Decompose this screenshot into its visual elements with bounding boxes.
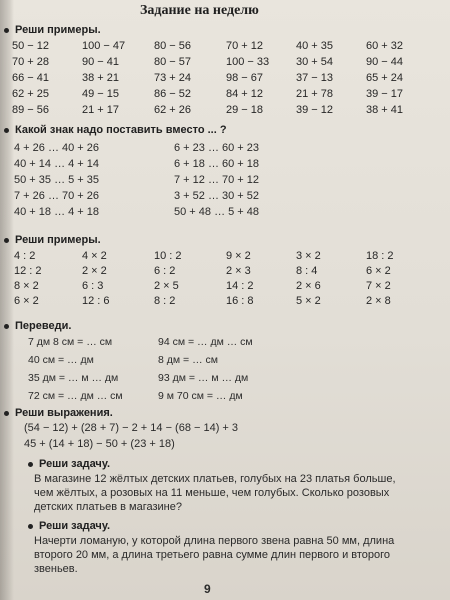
- example-cell: 66 − 41: [12, 72, 50, 84]
- example-cell: 38 + 41: [366, 104, 404, 116]
- section3-heading-text: Реши примеры.: [15, 234, 101, 246]
- example-cell: 39 − 17: [366, 88, 404, 100]
- example-cell: 8 : 2: [154, 295, 176, 307]
- example-cell: 6 : 3: [82, 280, 104, 292]
- expression-1: (54 − 12) + (28 + 7) − 2 + 14 − (68 − 14) + 3: [24, 422, 239, 434]
- section4-heading-text: Переведи.: [15, 320, 72, 332]
- example-cell: 70 + 12: [226, 40, 264, 52]
- bullet-icon: [4, 411, 9, 416]
- example-cell: 3 × 2: [296, 250, 321, 262]
- section3-grid: [14, 250, 426, 307]
- section5-heading-text: Реши выражения.: [15, 407, 113, 419]
- section7-heading: [28, 520, 110, 532]
- example-cell: 100 − 33: [226, 56, 270, 68]
- example-cell: 4 × 2: [82, 250, 107, 262]
- section5-heading: [4, 407, 113, 419]
- conversion-cell: 8 дм = … см: [158, 354, 218, 366]
- example-cell: 8 : 4: [296, 265, 318, 277]
- conversion-cell: 7 дм 8 см = … см: [28, 336, 113, 348]
- example-cell: 70 + 28: [12, 56, 50, 68]
- comparison-cell: 50 + 48 … 5 + 48: [174, 206, 260, 218]
- comparison-cell: 40 + 14 … 4 + 14: [14, 158, 100, 170]
- page-title: Задание на неделю: [140, 3, 259, 18]
- section1-heading: [4, 24, 101, 36]
- bullet-icon: [4, 128, 9, 133]
- example-cell: 38 + 21: [82, 72, 120, 84]
- comparison-cell: 40 + 18 … 4 + 18: [14, 206, 100, 218]
- example-cell: 29 − 18: [226, 104, 264, 116]
- example-cell: 62 + 25: [12, 88, 50, 100]
- example-cell: 18 : 2: [366, 250, 394, 262]
- example-cell: 5 × 2: [296, 295, 321, 307]
- section3-heading: [4, 234, 101, 246]
- comparison-cell: 7 + 26 … 70 + 26: [14, 190, 100, 202]
- comparison-cell: 3 + 52 … 30 + 52: [174, 190, 260, 202]
- conversion-cell: 35 дм = … м … дм: [28, 372, 119, 384]
- section4-heading: [4, 320, 71, 332]
- example-cell: 21 + 17: [82, 104, 120, 116]
- example-cell: 80 − 56: [154, 40, 192, 52]
- example-cell: 6 : 2: [154, 265, 176, 277]
- section2-heading-text: Какой знак надо поставить вместо ... ?: [15, 124, 227, 136]
- example-cell: 4 : 2: [14, 250, 36, 262]
- comparison-cell: 50 + 35 … 5 + 35: [14, 174, 100, 186]
- example-cell: 2 × 8: [366, 295, 391, 307]
- example-cell: 16 : 8: [226, 295, 254, 307]
- section1-grid: [12, 40, 436, 116]
- example-cell: 73 + 24: [154, 72, 192, 84]
- example-cell: 7 × 2: [366, 280, 391, 292]
- example-cell: 62 + 26: [154, 104, 192, 116]
- conversion-cell: 72 см = … дм … см: [28, 390, 123, 402]
- example-cell: 37 − 13: [296, 72, 334, 84]
- comparison-cell: 6 + 23 … 60 + 23: [174, 142, 260, 154]
- example-cell: 30 + 54: [296, 56, 334, 68]
- example-cell: 14 : 2: [226, 280, 254, 292]
- example-cell: 39 − 12: [296, 104, 334, 116]
- example-cell: 2 × 3: [226, 265, 251, 277]
- example-cell: 9 × 2: [226, 250, 251, 262]
- section2-grid: [14, 142, 334, 218]
- section6-heading-text: Реши задачу.: [39, 458, 111, 470]
- conversion-cell: 9 м 70 см = … дм: [158, 390, 243, 402]
- example-cell: 84 + 12: [226, 88, 264, 100]
- bullet-icon: [4, 324, 9, 329]
- bullet-icon: [4, 238, 9, 243]
- example-cell: 12 : 6: [82, 295, 110, 307]
- example-cell: 90 − 44: [366, 56, 404, 68]
- example-cell: 98 − 67: [226, 72, 264, 84]
- section1-heading-text: Реши примеры.: [15, 24, 101, 36]
- comparison-cell: 7 + 12 … 70 + 12: [174, 174, 260, 186]
- section7-heading-text: Реши задачу.: [39, 520, 111, 532]
- example-cell: 6 × 2: [366, 265, 391, 277]
- conversion-cell: 93 дм = … м … дм: [158, 372, 249, 384]
- example-cell: 2 × 5: [154, 280, 179, 292]
- conversion-cell: 94 см = … дм … см: [158, 336, 253, 348]
- example-cell: 90 − 41: [82, 56, 120, 68]
- example-cell: 60 + 32: [366, 40, 404, 52]
- example-cell: 2 × 6: [296, 280, 321, 292]
- example-cell: 49 − 15: [82, 88, 120, 100]
- example-cell: 40 + 35: [296, 40, 334, 52]
- example-cell: 2 × 2: [82, 265, 107, 277]
- section2-heading: [4, 124, 227, 136]
- section4-grid: [28, 336, 308, 402]
- example-cell: 6 × 2: [14, 295, 39, 307]
- example-cell: 100 − 47: [82, 40, 126, 52]
- conversion-cell: 40 см = … дм: [28, 354, 94, 366]
- example-cell: 80 − 57: [154, 56, 192, 68]
- comparison-cell: 4 + 26 … 40 + 26: [14, 142, 100, 154]
- comparison-cell: 6 + 18 … 60 + 18: [174, 158, 260, 170]
- example-cell: 86 − 52: [154, 88, 192, 100]
- example-cell: 21 + 78: [296, 88, 334, 100]
- bullet-icon: [4, 28, 9, 33]
- example-cell: 65 + 24: [366, 72, 404, 84]
- bullet-icon: [28, 524, 33, 529]
- section6-problem-text: В магазине 12 жёлтых детских платьев, голубых на 23 платья больше, чем жёлтых, а розовых на 11 меньше, чем голубых. Сколько розовых детских платьев в магазине?: [34, 473, 396, 513]
- example-cell: 10 : 2: [154, 250, 182, 262]
- page-number: 9: [204, 582, 211, 596]
- example-cell: 89 − 56: [12, 104, 50, 116]
- section7-problem-text: Начерти ломаную, у которой длина первого звена равна 50 мм, длина второго 20 мм, а длина третьего равна сумме длин первого и второго звеньев.: [34, 535, 395, 575]
- example-cell: 12 : 2: [14, 265, 42, 277]
- example-cell: 50 − 12: [12, 40, 50, 52]
- bullet-icon: [28, 462, 33, 467]
- expression-2: 45 + (14 + 18) − 50 + (23 + 18): [24, 438, 175, 450]
- example-cell: 8 × 2: [14, 280, 39, 292]
- section6-heading: [28, 458, 110, 470]
